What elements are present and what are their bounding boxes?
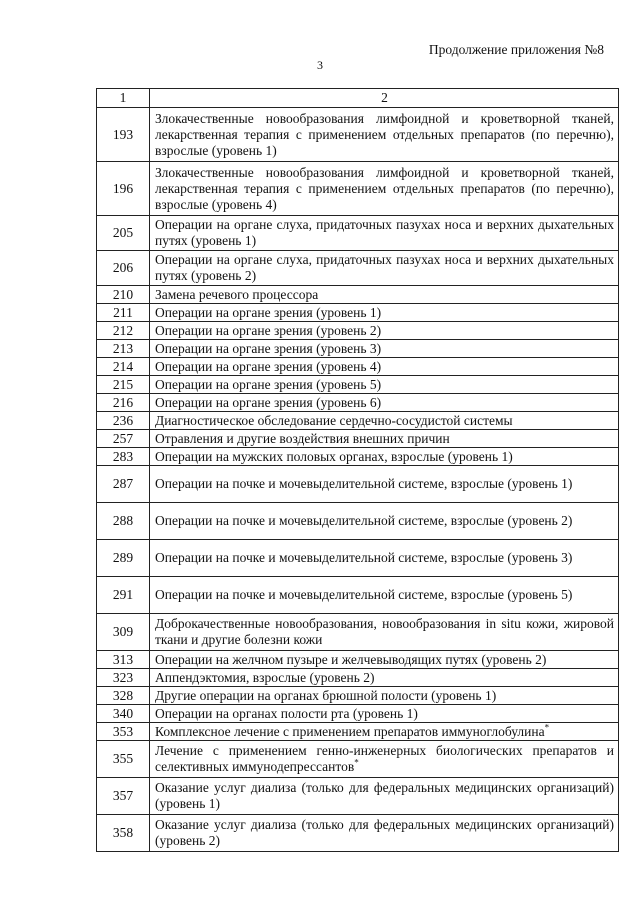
row-code: 355 xyxy=(97,741,150,778)
row-code: 214 xyxy=(97,358,150,376)
row-description-text: Злокачественные новообразования лимфоидной и кроветворной тканей, лекарственная терапия с применением отдельных препаратов (по перечню), взрослые (уровень 4) xyxy=(155,164,614,212)
table-row xyxy=(97,705,619,723)
appendix-continuation-label: Продолжение приложения №8 xyxy=(428,42,604,57)
row-description-text: Другие операции на органах брюшной полости (уровень 1) xyxy=(155,687,497,703)
row-code: 196 xyxy=(97,162,150,216)
row-code: 212 xyxy=(97,322,150,340)
row-code: 291 xyxy=(97,577,150,614)
row-description xyxy=(150,778,619,815)
row-description xyxy=(150,448,619,466)
procedures-table-body xyxy=(97,89,619,852)
table-row xyxy=(97,614,619,651)
row-description-text: Комплексное лечение с применением препаратов иммуноглобулина xyxy=(155,723,545,739)
row-code: 357 xyxy=(97,778,150,815)
table-row xyxy=(97,376,619,394)
row-code: 313 xyxy=(97,651,150,669)
row-description xyxy=(150,723,619,741)
row-code: 193 xyxy=(97,108,150,162)
table-row xyxy=(97,669,619,687)
table-row xyxy=(97,503,619,540)
row-description xyxy=(150,286,619,304)
footnote-mark: * xyxy=(544,722,550,732)
table-row xyxy=(97,322,619,340)
row-code: 287 xyxy=(97,466,150,503)
row-description xyxy=(150,577,619,614)
table-row xyxy=(97,540,619,577)
row-code: 283 xyxy=(97,448,150,466)
table-row xyxy=(97,216,619,251)
table-row xyxy=(97,687,619,705)
row-description-text: Операции на почке и мочевыделительной системе, взрослые (уровень 5) xyxy=(155,587,573,602)
row-description-text: Операции на мужских половых органах, взрослые (уровень 1) xyxy=(155,448,513,464)
row-code: 211 xyxy=(97,304,150,322)
row-description-text: Лечение с применением генно-инженерных биологических препаратов и селективных иммунодепрессантов xyxy=(155,743,614,774)
row-description-text: Операции на органе зрения (уровень 5) xyxy=(155,376,382,392)
row-description xyxy=(150,466,619,503)
row-description-text: Доброкачественные новообразования, новообразования in situ кожи, жировой ткани и другие болезни кожи xyxy=(155,616,614,647)
table-row xyxy=(97,358,619,376)
row-description xyxy=(150,322,619,340)
page-number: 3 xyxy=(317,58,323,72)
row-description xyxy=(150,251,619,286)
row-description-text: Операции на почке и мочевыделительной системе, взрослые (уровень 2) xyxy=(155,513,573,528)
row-code: 340 xyxy=(97,705,150,723)
row-description-text: Операции на органе зрения (уровень 2) xyxy=(155,322,382,338)
row-code: 289 xyxy=(97,540,150,577)
row-code: 213 xyxy=(97,340,150,358)
row-description-text: Операции на органе слуха, придаточных пазухах носа и верхних дыхательных путях (уровень 2) xyxy=(155,252,614,283)
table-row xyxy=(97,162,619,216)
row-description xyxy=(150,614,619,651)
row-code: 206 xyxy=(97,251,150,286)
column-header-1: 1 xyxy=(97,89,150,108)
row-description-text: Операции на почке и мочевыделительной системе, взрослые (уровень 1) xyxy=(155,476,573,491)
row-code: 215 xyxy=(97,376,150,394)
row-code: 288 xyxy=(97,503,150,540)
table-row xyxy=(97,430,619,448)
row-description-text: Замена речевого процессора xyxy=(155,286,319,302)
row-description xyxy=(150,540,619,577)
row-code: 210 xyxy=(97,286,150,304)
row-description-text: Аппендэктомия, взрослые (уровень 2) xyxy=(155,669,375,685)
row-description xyxy=(150,705,619,723)
row-code: 328 xyxy=(97,687,150,705)
table-row xyxy=(97,577,619,614)
row-description-text: Операции на желчном пузыре и желчевыводящих путях (уровень 2) xyxy=(155,651,547,667)
table-row xyxy=(97,723,619,741)
table-row xyxy=(97,815,619,852)
row-description-text: Отравления и другие воздействия внешних причин xyxy=(155,430,450,446)
row-description-text: Операции на органе зрения (уровень 6) xyxy=(155,394,382,410)
row-description-text: Оказание услуг диализа (только для федеральных медицинских организаций) (уровень 1) xyxy=(155,780,614,811)
row-code: 323 xyxy=(97,669,150,687)
table-row xyxy=(97,466,619,503)
row-description xyxy=(150,741,619,778)
row-description xyxy=(150,216,619,251)
row-description-text: Операции на органе зрения (уровень 1) xyxy=(155,304,382,320)
column-header-2: 2 xyxy=(150,89,619,108)
row-code: 353 xyxy=(97,723,150,741)
row-description xyxy=(150,340,619,358)
row-description xyxy=(150,651,619,669)
table-row xyxy=(97,394,619,412)
table-row xyxy=(97,108,619,162)
row-description-text: Операции на органе слуха, придаточных пазухах носа и верхних дыхательных путях (уровень 1) xyxy=(155,217,614,248)
row-description xyxy=(150,162,619,216)
row-description-text: Операции на органе зрения (уровень 4) xyxy=(155,358,382,374)
table-row xyxy=(97,412,619,430)
table-row xyxy=(97,251,619,286)
row-description xyxy=(150,358,619,376)
row-description xyxy=(150,503,619,540)
table-row xyxy=(97,778,619,815)
row-code: 358 xyxy=(97,815,150,852)
row-description-text: Операции на органе зрения (уровень 3) xyxy=(155,340,382,356)
row-description xyxy=(150,108,619,162)
table-row xyxy=(97,286,619,304)
row-description xyxy=(150,430,619,448)
row-code: 216 xyxy=(97,394,150,412)
table-row xyxy=(97,304,619,322)
row-description-text: Диагностическое обследование сердечно-сосудистой системы xyxy=(155,412,513,428)
row-description xyxy=(150,669,619,687)
procedures-table xyxy=(96,88,619,852)
row-code: 205 xyxy=(97,216,150,251)
row-description xyxy=(150,687,619,705)
row-code: 236 xyxy=(97,412,150,430)
row-description-text: Операции на почке и мочевыделительной системе, взрослые (уровень 3) xyxy=(155,550,573,565)
row-description-text: Операции на органах полости рта (уровень 1) xyxy=(155,705,418,721)
row-description xyxy=(150,412,619,430)
row-description xyxy=(150,394,619,412)
row-description-text: Злокачественные новообразования лимфоидной и кроветворной тканей, лекарственная терапия с применением отдельных препаратов (по перечню), взрослые (уровень 1) xyxy=(155,110,614,158)
table-row xyxy=(97,448,619,466)
table-header-row xyxy=(97,89,619,108)
row-description-text: Оказание услуг диализа (только для федеральных медицинских организаций) (уровень 2) xyxy=(155,817,614,848)
table-row xyxy=(97,741,619,778)
row-description xyxy=(150,376,619,394)
row-code: 309 xyxy=(97,614,150,651)
footnote-mark: * xyxy=(354,757,359,768)
row-description xyxy=(150,304,619,322)
row-code: 257 xyxy=(97,430,150,448)
table-row xyxy=(97,651,619,669)
table-row xyxy=(97,340,619,358)
row-description xyxy=(150,815,619,852)
